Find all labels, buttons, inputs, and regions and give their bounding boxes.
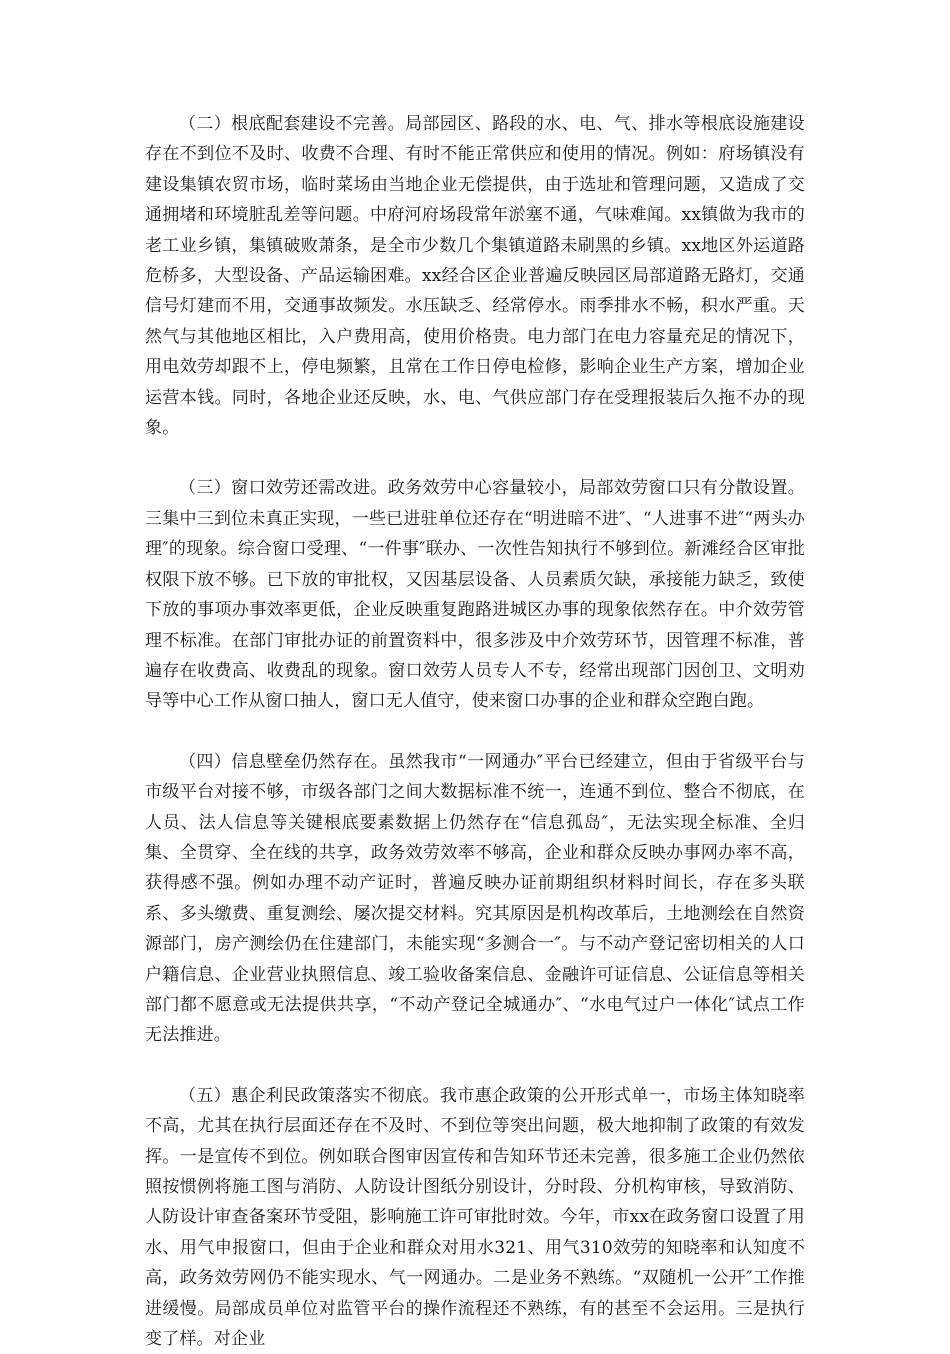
paragraph-information-barrier: （四）信息壁垒仍然存在。虽然我市“一网通办″平台已经建立，但由于省级平台与市级平台对接不够，市级各部门之间大数据标准不统一，连通不到位、整合不彻底，在人员、法人信息等关键根底要素数据上仍然存在“信息孤岛″，无法实现全标准、全归集、全贯穿、全在线的共享，政务效劳效率不够高，企业和群众反映办事网办率不高，获得感不强。例如办理不动产证时，普遍反映办证前期组织材料时间长，存在多头联系、多头缴费、重复测绘、屡次提交材料。究其原因是机构改革后，土地测绘在自然资源部门，房产测绘仍在住建部门，未能实现“多测合一″。与不动产登记密切相关的人口户籍信息、企业营业执照信息、竣工验收备案信息、金融许可证信息、公证信息等相关部门都不愿意或无法提供共享，“不动产登记全城通办″、“水电气过户一体化″试点工作无法推进。 (145, 751, 805, 1046)
paragraph-infrastructure: （二）根底配套建设不完善。局部园区、路段的水、电、气、排水等根底设施建设存在不到位不及时、收费不合理、有时不能正常供应和使用的情况。例如：府场镇没有建设集镇农贸市场，临时菜场由当地企业无偿提供，由于选址和管理问题，又造成了交通拥堵和环境脏乱差等问题。中府河府场段常年淤塞不通，气味难闻。xx镇做为我市的老工业乡镇，集镇破败萧条，是全市少数几个集镇道路未刷黑的乡镇。xx地区外运道路危桥多，大型设备、产品运输困难。xx经合区企业普遍反映园区局部道路无路灯，交通信号灯建而不用，交通事故频发。水压缺乏、经常停水。雨季排水不畅，积水严重。天然气与其他地区相比，入户费用高，使用价格贵。电力部门在电力容量充足的情况下，用电效劳却跟不上，停电频繁，且常在工作日停电检修，影响企业生产方案，增加企业运营本钱。同时，各地企业还反映，水、电、气供应部门存在受理报装后久拖不办的现象。 (145, 114, 805, 439)
document-body (145, 109, 805, 1354)
paragraph-policy-implementation: （五）惠企利民政策落实不彻底。我市惠企政策的公开形式单一，市场主体知晓率不高，尤其在执行层面还存在不及时、不到位等突出问题，极大地抑制了政策的有效发挥。一是宣传不到位。例如联合图审因宣传和告知环节还未完善，很多施工企业仍然依照按惯例将施工图与消防、人防设计图纸分别设计，分时段、分机构审核，导致消防、人防设计审查备案环节受阻，影响施工许可审批时效。今年，市xx在政务窗口设置了用水、用气申报窗口，但由于企业和群众对用水321、用气310效劳的知晓率和认知度不高，政务效劳网仍不能实现水、气一网通办。二是业务不熟练。“双随机一公开″工作推进缓慢。局部成员单位对监管平台的操作流程还不熟练，有的甚至不会运用。三是执行变了样。对企业 (145, 1085, 805, 1350)
paragraph-window-service: （三）窗口效劳还需改进。政务效劳中心容量较小，局部效劳窗口只有分散设置。三集中三到位未真正实现，一些已进驻单位还存在“明进暗不进″、“人进事不进″“两头办理″的现象。综合窗口受理、“一件事″联办、一次性告知执行不够到位。新滩经合区审批权限下放不够。已下放的审批权，又因基层设备、人员素质欠缺，承接能力缺乏，致使下放的事项办事效率更低，企业反映重复跑路进城区办事的现象依然存在。中介效劳管理不标准。在部门审批办证的前置资料中，很多涉及中介效劳环节，因管理不标准，普遍存在收费高、收费乱的现象。窗口效劳人员专人不专，经常出现部门因创卫、文明劝导等中心工作从窗口抽人，窗口无人值守，使来窗口办事的企业和群众空跑白跑。 (145, 478, 805, 712)
